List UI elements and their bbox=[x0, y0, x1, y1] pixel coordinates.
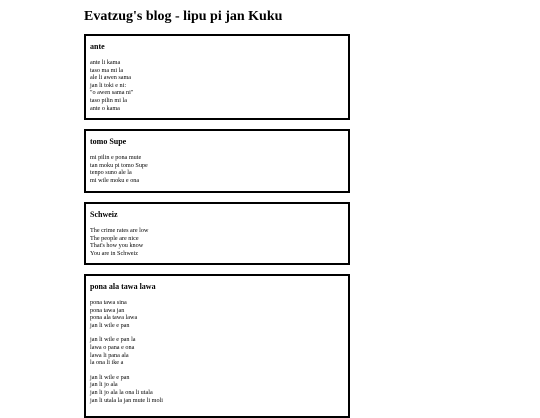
poem-line: The crime rates are low bbox=[90, 227, 149, 234]
post-card bbox=[84, 34, 350, 120]
post-title: Schweiz bbox=[90, 210, 118, 219]
poem-line: You are in Schweiz bbox=[90, 249, 139, 257]
post-title: ante bbox=[90, 42, 105, 51]
poem-line: lawa o pana e ona bbox=[90, 343, 135, 351]
post-card bbox=[84, 202, 350, 265]
poem-line: jan li wile e pan bbox=[90, 373, 130, 381]
poem-line: pona tawa sina bbox=[90, 299, 127, 306]
post-stanza bbox=[90, 59, 344, 112]
poem-line: taso ma mi la bbox=[90, 66, 124, 74]
post-stanza bbox=[90, 227, 344, 257]
poem-line: jan li wile e pan bbox=[90, 321, 130, 329]
poem-line: jan li jo ala la ona li utala bbox=[90, 388, 153, 396]
poem-line: la ona li ike a bbox=[90, 359, 124, 367]
post-stanza bbox=[90, 374, 344, 404]
site-title: Evatzug's blog - lipu pi jan Kuku bbox=[84, 9, 283, 24]
post-stanza bbox=[90, 154, 344, 184]
poem-line: ale li awen sama bbox=[90, 74, 132, 82]
post-card bbox=[84, 129, 350, 193]
poem-line: jan li toki e ni: bbox=[90, 81, 127, 89]
poem-line: ante o kama bbox=[90, 104, 120, 112]
poem-line: mi wile moku e ona bbox=[90, 176, 140, 184]
poem-line: "o awen sama ni" bbox=[90, 89, 134, 97]
poem-line: jan li utala la jan mute li moli bbox=[90, 396, 164, 404]
poem-line: pona tawa jan bbox=[90, 306, 125, 314]
post-title: pona ala tawa lawa bbox=[90, 282, 156, 291]
poem-line: tenpo suno ale la bbox=[90, 169, 132, 177]
poem-line: mi pilin e pona mute bbox=[90, 154, 142, 161]
poem-line: That's how you know bbox=[90, 242, 144, 250]
poem-line: The people are nice bbox=[90, 234, 139, 242]
post-card bbox=[84, 274, 350, 418]
poem-line: taso pilin mi la bbox=[90, 96, 127, 104]
poem-line: jan li jo ala bbox=[90, 381, 118, 389]
poem-line: ante li kama bbox=[90, 59, 121, 66]
post-stanza bbox=[90, 299, 344, 329]
post-title: tomo Supe bbox=[90, 137, 127, 146]
poem-line: tan moku pi tomo Supe bbox=[90, 161, 148, 169]
poem-line: lawa li pana ala bbox=[90, 351, 129, 359]
poem-line: jan li wile e pan la bbox=[90, 336, 136, 344]
post-stanza bbox=[90, 336, 344, 366]
poem-line: pona ala tawa lawa bbox=[90, 314, 138, 322]
